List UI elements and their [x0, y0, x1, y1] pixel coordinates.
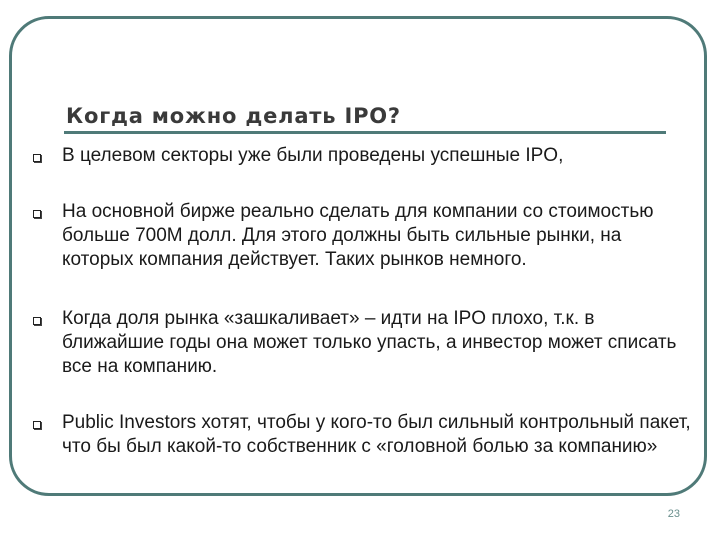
bullet-text: Когда доля рынка «зашкаливает» – идти на IPO плохо, т.к. в ближайшие годы она может только упасть, а инвестор может списать все на компанию. — [62, 308, 677, 377]
title-underline — [64, 131, 666, 134]
hollow-square-icon — [33, 317, 41, 325]
bullet-text: В целевом секторы уже были проведены успешные IPO, — [62, 145, 564, 166]
hollow-square-icon — [33, 421, 41, 429]
page-number: 23 — [667, 508, 680, 520]
slide-title: Когда можно делать IPO? — [66, 104, 401, 128]
hollow-square-icon — [33, 210, 41, 218]
bullet-text: На основной бирже реально сделать для компании со стоимостью больше 700М долл. Для этого должны быть сильные рынки, на которых компания действует. Таких рынков немного. — [62, 201, 654, 270]
hollow-square-icon — [33, 154, 41, 162]
bullet-text: Public Investors хотят, чтобы у кого-то был сильный контрольный пакет, что бы был какой-то собственник с «головной болью за компанию» — [62, 412, 691, 457]
